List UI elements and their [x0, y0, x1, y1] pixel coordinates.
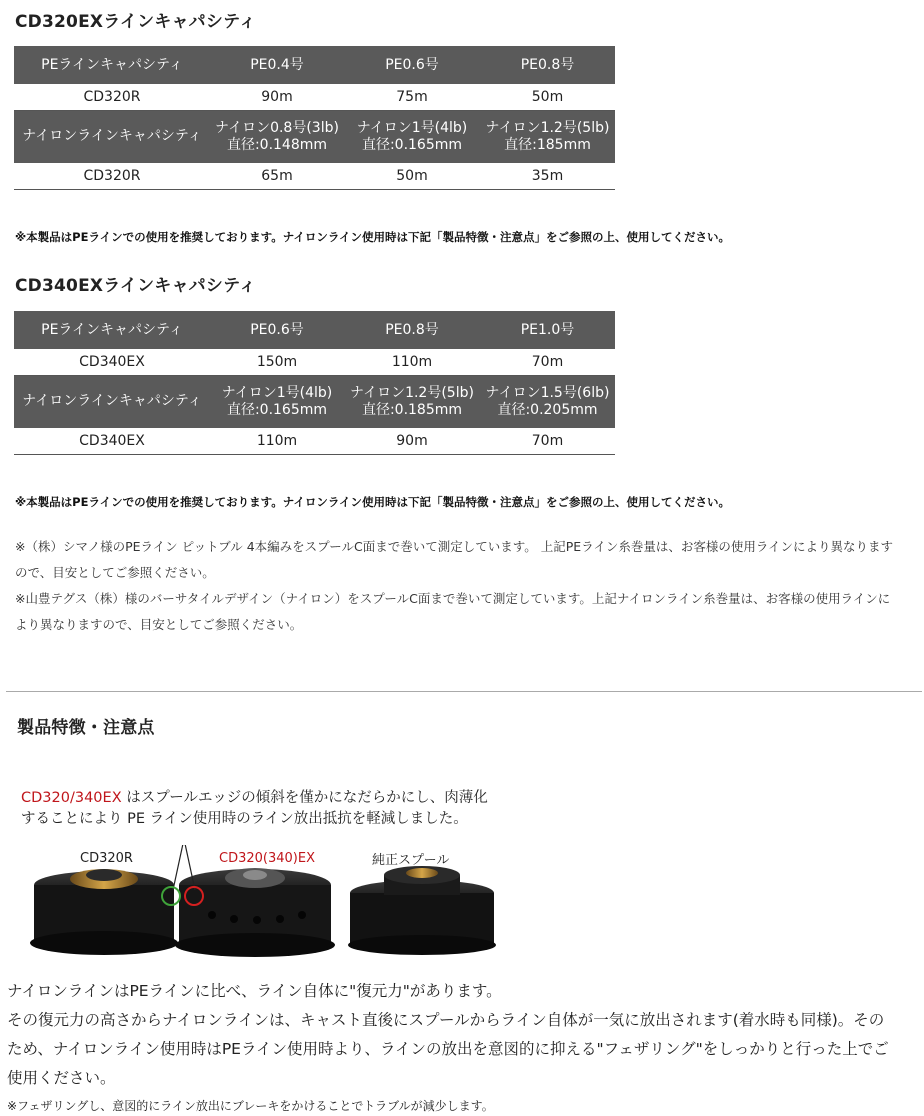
nylon-header-row: [14, 375, 615, 428]
nylon-size: ナイロン1.2号(5lb): [350, 384, 474, 401]
nylon-diameter: 直径:0.165mm: [361, 136, 463, 153]
features-title: 製品特徴・注意点: [17, 718, 155, 738]
table-cell: 70m: [480, 349, 615, 375]
nylon-data-row: [14, 163, 615, 189]
nylon-header-cell: [210, 110, 344, 163]
nylon-diameter: 直径:0.205mm: [497, 401, 598, 418]
table-cell: 65m: [210, 163, 344, 189]
pe-recommend-note: ※本製品はPEラインでの使用を推奨しております。ナイロンライン使用時は下記「製品特徴・注意点」をご参照の上、使用してください。: [15, 230, 731, 244]
model-highlight: CD320/340EX: [21, 790, 122, 806]
pe-measure-note-cont: ので、目安としてご参照ください。: [15, 565, 215, 580]
pe-header-cell: PE1.0号: [480, 311, 615, 349]
pe-recommend-note: ※本製品はPEラインでの使用を推奨しております。ナイロンライン使用時は下記「製品特徴・注意点」をご参照の上、使用してください。: [15, 495, 731, 509]
nylon-text-line: 使用ください。: [7, 1069, 116, 1087]
caption-text-line2: することにより PE ライン使用時のライン放出抵抗を軽減しました。: [21, 811, 468, 827]
pe-header-row: [14, 311, 615, 349]
nylon-data-row: [14, 428, 615, 454]
cd340-capacity-table: [14, 311, 615, 455]
pe-header-label: PEラインキャパシティ: [14, 311, 210, 349]
nylon-header-label: ナイロンラインキャパシティ: [14, 110, 210, 163]
nylon-explanation: [7, 977, 923, 1093]
nylon-size: ナイロン0.8号(3lb): [215, 119, 339, 136]
nylon-diameter: 直径:0.165mm: [226, 401, 328, 418]
pe-header-row: [14, 46, 615, 84]
feathering-footnote: ※フェザリングし、意図的にライン放出にブレーキをかけることでトラブルが減少します。: [7, 1099, 494, 1113]
nylon-measure-note-cont: より異なりますので、目安としてご参照ください。: [15, 617, 303, 632]
nylon-header-cell: [480, 375, 615, 428]
spool-caption: [21, 788, 488, 830]
nylon-header-cell: [344, 110, 480, 163]
nylon-text-line: ため、ナイロンライン使用時はPEライン使用時より、ラインの放出を意図的に抑える"フェザリング"をしっかりと行った上でご: [7, 1040, 889, 1058]
table-cell: CD320R: [14, 84, 210, 110]
table-cell: 110m: [210, 428, 344, 454]
nylon-measure-note: ※山豊テグス（株）様のバーサタイルデザイン（ナイロン）をスプールC面まで巻いて測定しています。上記ナイロンライン糸巻量は、お客様の使用ラインに: [15, 591, 891, 606]
nylon-size: ナイロン1号(4lb): [356, 119, 468, 136]
table-cell: 50m: [480, 84, 615, 110]
cd320-capacity-table: [14, 46, 615, 190]
nylon-diameter: 直径:0.148mm: [226, 136, 328, 153]
nylon-text-line: ナイロンラインはPEラインに比べ、ライン自体に"復元力"があります。: [7, 982, 502, 1000]
table-cell: 70m: [480, 428, 615, 454]
table-cell: CD340EX: [14, 349, 210, 375]
table-cell: CD340EX: [14, 428, 210, 454]
nylon-header-row: [14, 110, 615, 163]
table-cell: 90m: [210, 84, 344, 110]
label-cd320-340ex: CD320(340)EX: [219, 851, 315, 866]
measurement-notes: [15, 534, 921, 638]
section2-title: CD340EXラインキャパシティ: [15, 276, 257, 296]
label-cd320r: CD320R: [80, 851, 133, 866]
pe-header-cell: PE0.8号: [344, 311, 480, 349]
nylon-header-cell: [344, 375, 480, 428]
pe-header-cell: PE0.6号: [344, 46, 480, 84]
nylon-size: ナイロン1.2号(5lb): [485, 119, 610, 136]
caption-text: はスプールエッジの傾斜を僅かになだらかにし、肉薄化: [121, 790, 488, 806]
pe-data-row: [14, 84, 615, 110]
pe-data-row: [14, 349, 615, 375]
nylon-header-cell: [210, 375, 344, 428]
pe-header-cell: PE0.4号: [210, 46, 344, 84]
pe-measure-note: ※（株）シマノ様のPEライン ピットブル 4本編みをスプールC面まで巻いて測定しています。 上記PEライン糸巻量は、お客様の使用ラインにより異なります: [15, 539, 893, 554]
pe-header-cell: PE0.8号: [480, 46, 615, 84]
table-cell: 35m: [480, 163, 615, 189]
section1-title: CD320EXラインキャパシティ: [15, 12, 257, 32]
table-cell: 50m: [344, 163, 480, 189]
table-cell: 90m: [344, 428, 480, 454]
nylon-size: ナイロン1.5号(6lb): [485, 384, 610, 401]
nylon-text-line: その復元力の高さからナイロンラインは、キャスト直後にスプールからライン自体が一気に放出されます(着水時も同様)。その: [7, 1011, 885, 1029]
nylon-size: ナイロン1号(4lb): [221, 384, 333, 401]
table-cell: 150m: [210, 349, 344, 375]
table-cell: 75m: [344, 84, 480, 110]
nylon-header-label: ナイロンラインキャパシティ: [14, 375, 210, 428]
label-stock-spool: 純正スプール: [372, 853, 450, 868]
pe-header-cell: PE0.6号: [210, 311, 344, 349]
nylon-diameter: 直径:185mm: [504, 136, 591, 153]
table-cell: CD320R: [14, 163, 210, 189]
section-divider: [6, 691, 922, 692]
pe-header-label: PEラインキャパシティ: [14, 46, 210, 84]
table-cell: 110m: [344, 349, 480, 375]
nylon-diameter: 直径:0.185mm: [361, 401, 463, 418]
nylon-header-cell: [480, 110, 615, 163]
